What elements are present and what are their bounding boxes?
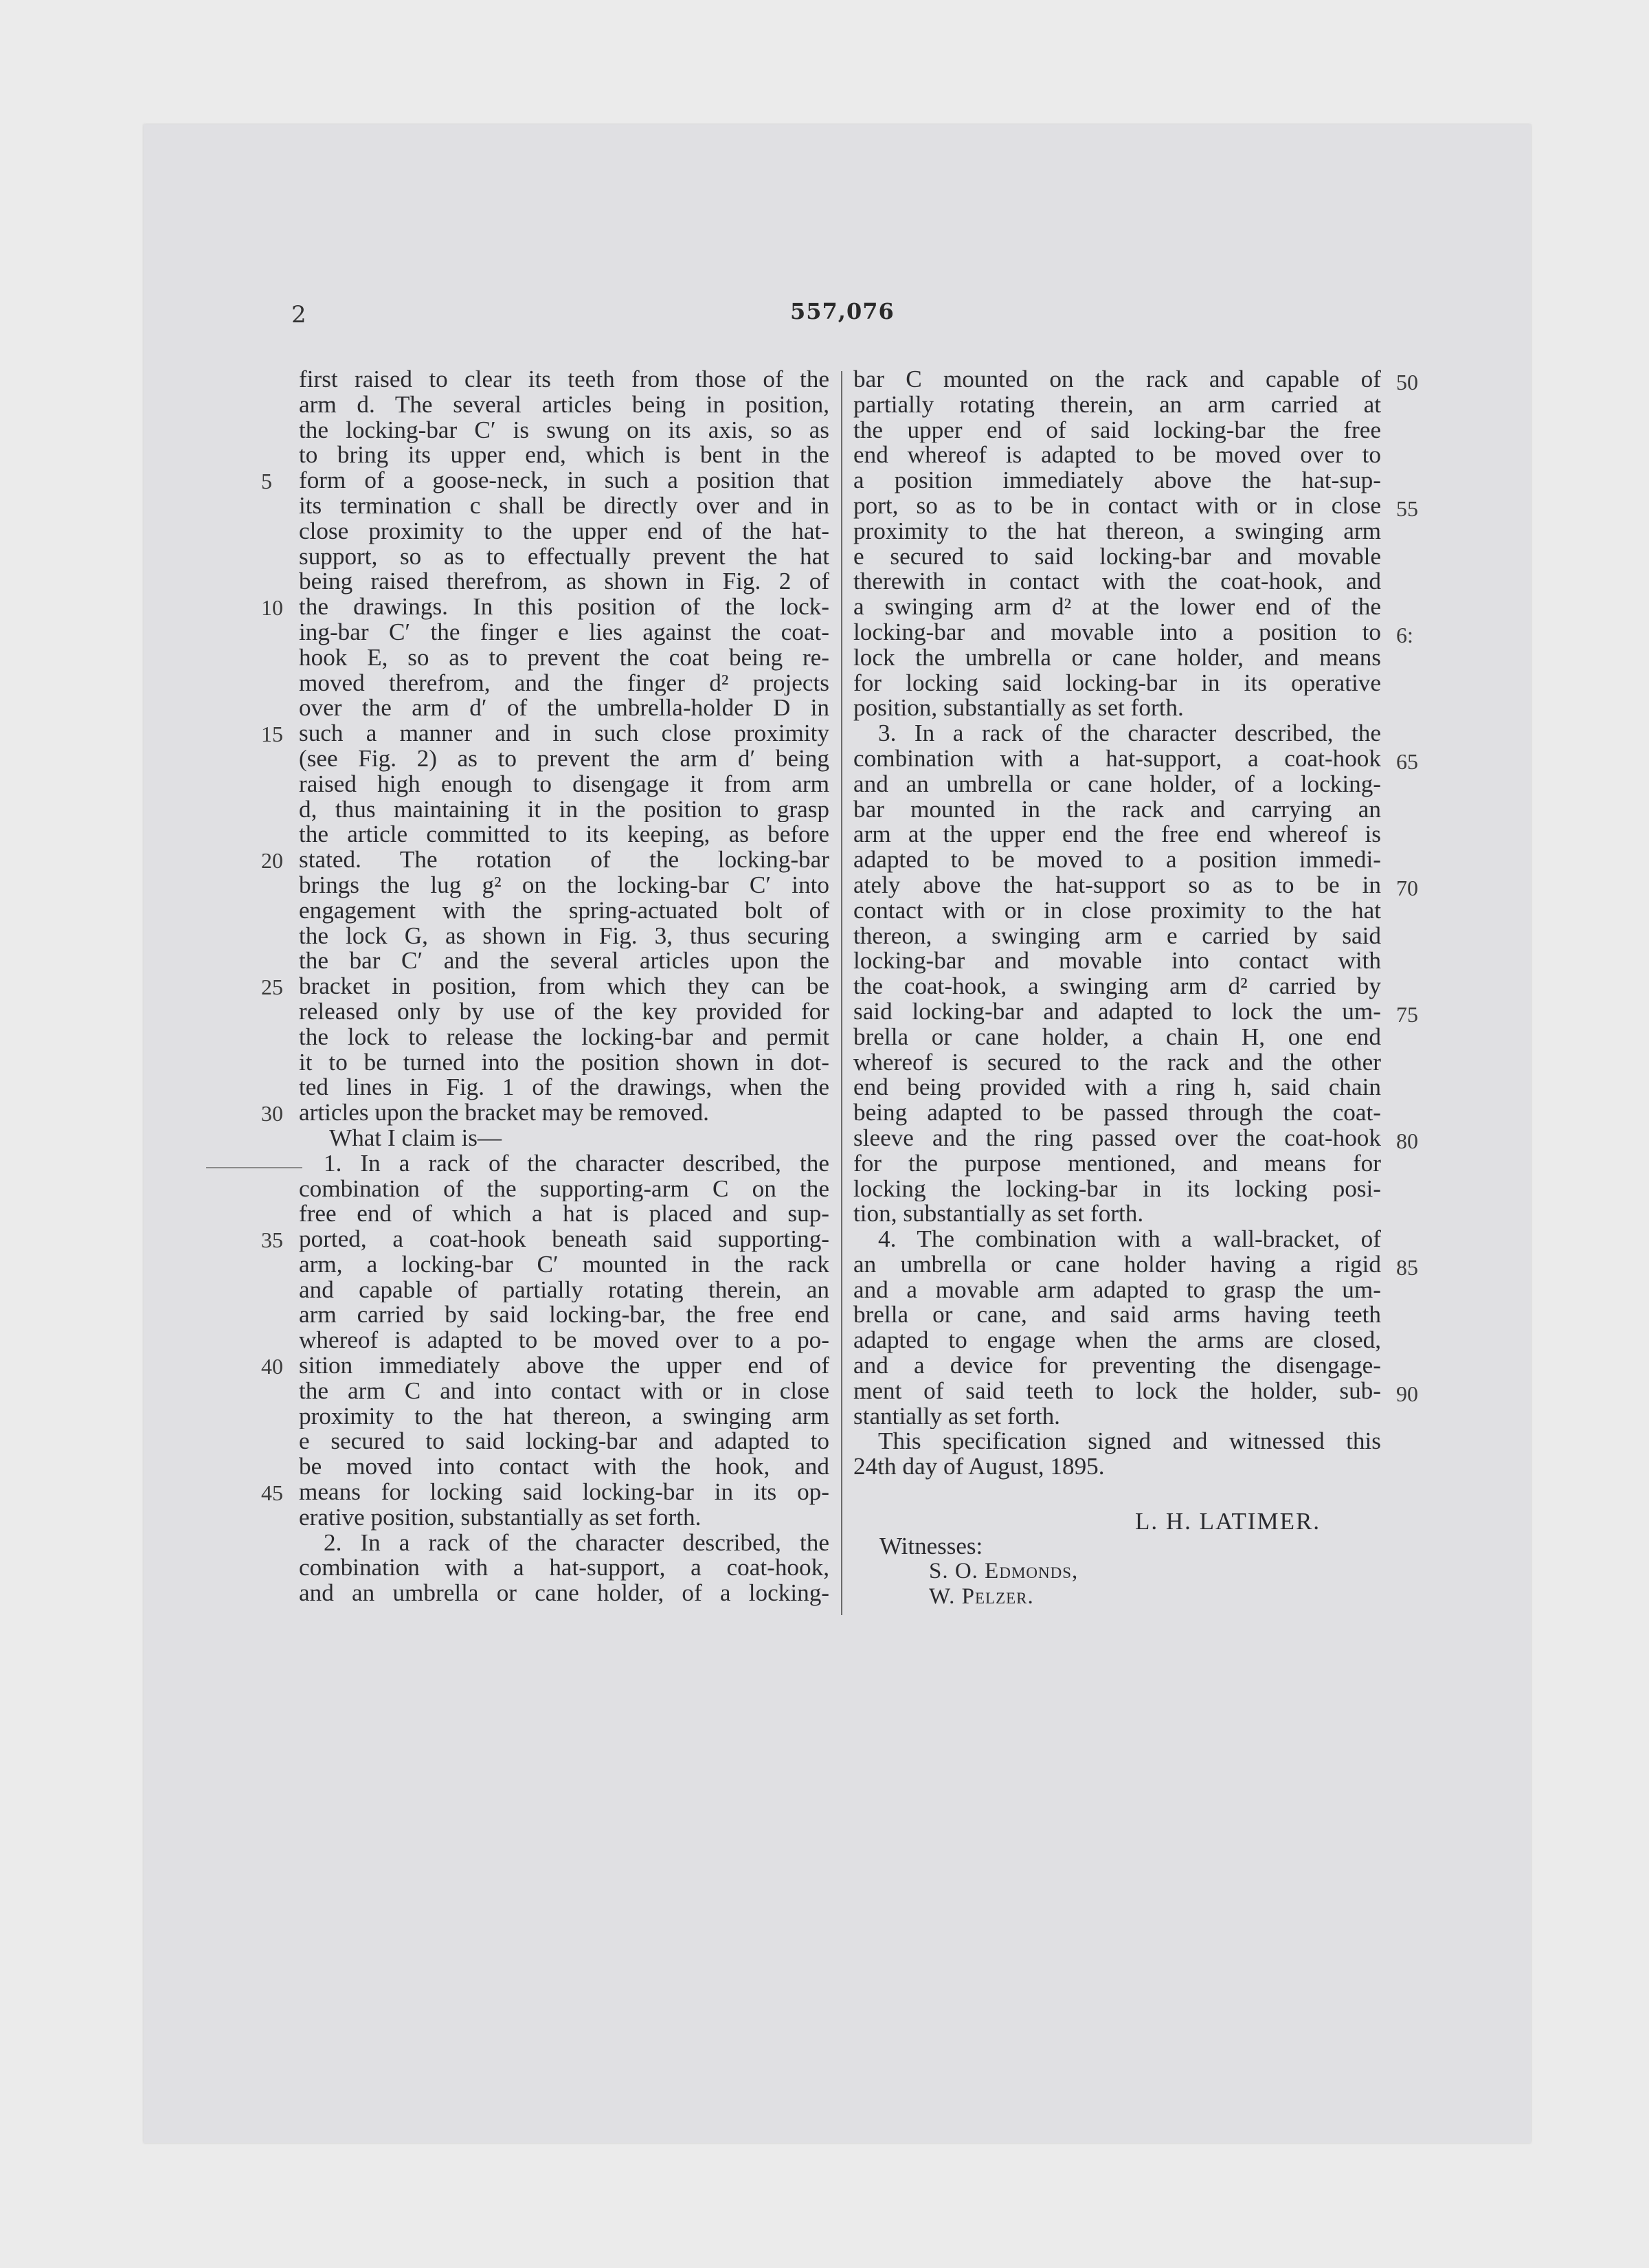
- text-line: whereof is adapted to be moved over to a po-: [299, 1328, 829, 1354]
- witnesses-label: Witnesses:: [879, 1533, 983, 1559]
- text-line: combination of the supporting-arm C on the: [299, 1176, 829, 1202]
- text-line: for locking said locking-bar in its operative: [853, 670, 1381, 696]
- text-line: hook E, so as to prevent the coat being re-: [299, 645, 829, 671]
- text-line: the bar C′ and the several articles upon the: [299, 948, 829, 975]
- text-line: be moved into contact with the hook, and: [299, 1454, 829, 1480]
- text-line: adapted to engage when the arms are closed,: [853, 1328, 1381, 1354]
- line-number: 30: [261, 1101, 283, 1126]
- line-number: 45: [261, 1480, 283, 1505]
- text-line: stated. The rotation of the locking-bar: [299, 847, 829, 873]
- text-line: sleeve and the ring passed over the coat-hook: [853, 1125, 1381, 1151]
- line-number: 85: [1396, 1255, 1418, 1280]
- text-line: stantially as set forth.: [853, 1403, 1060, 1430]
- text-line: the coat-hook, a swinging arm d² carried by: [853, 974, 1381, 999]
- line-number: 75: [1396, 1002, 1418, 1027]
- witness-name: W. Pelzer.: [929, 1584, 1034, 1609]
- text-line: 2. In a rack of the character described, the: [324, 1530, 829, 1556]
- text-line: (see Fig. 2) as to prevent the arm d′ being: [299, 746, 829, 772]
- text-line: the article committed to its keeping, as before: [299, 822, 829, 848]
- inventor-signature: L. H. LATIMER.: [1135, 1508, 1321, 1535]
- line-number: 80: [1396, 1129, 1418, 1153]
- text-line: locking the locking-bar in its locking posi-: [853, 1176, 1381, 1202]
- text-line: brella or cane, and said arms having teeth: [853, 1302, 1381, 1328]
- text-line: close proximity to the upper end of the hat-: [299, 518, 829, 544]
- text-line: bracket in position, from which they can be: [299, 974, 829, 999]
- text-line: 1. In a rack of the character described, the: [324, 1150, 829, 1177]
- text-line: brings the lug g² on the locking-bar C′ into: [299, 872, 829, 898]
- text-line: the drawings. In this position of the lock-: [299, 594, 829, 620]
- text-line: combination with a hat-support, a coat-hook,: [299, 1555, 829, 1581]
- text-line: over the arm d′ of the umbrella-holder D in: [299, 696, 829, 722]
- text-line: to bring its upper end, which is bent in the: [299, 443, 829, 469]
- text-line: sition immediately above the upper end of: [299, 1353, 829, 1379]
- text-line: released only by use of the key provided for: [299, 999, 829, 1025]
- text-line: contact with or in close proximity to the hat: [853, 898, 1381, 924]
- text-line: and capable of partially rotating therein, an: [299, 1277, 829, 1303]
- text-line: its termination c shall be directly over and in: [299, 493, 829, 519]
- text-line: combination with a hat-support, a coat-hook: [853, 746, 1381, 772]
- text-line: and a movable arm adapted to grasp the um-: [853, 1277, 1381, 1303]
- text-line: said locking-bar and adapted to lock the um-: [853, 999, 1381, 1025]
- text-line: articles upon the bracket may be removed.: [299, 1100, 709, 1126]
- text-line: proximity to the hat thereon, a swinging arm: [853, 518, 1381, 544]
- text-line: ment of said teeth to lock the holder, sub-: [853, 1378, 1381, 1404]
- text-line: position, substantially as set forth.: [853, 696, 1184, 722]
- text-line: first raised to clear its teeth from those of the: [299, 367, 829, 392]
- text-line: proximity to the hat thereon, a swinging arm: [299, 1403, 829, 1430]
- text-line: a swinging arm d² at the lower end of the: [853, 594, 1381, 620]
- text-line: engagement with the spring-actuated bolt of: [299, 898, 829, 924]
- line-number: 5: [261, 469, 272, 493]
- text-line: the arm C and into contact with or in close: [299, 1378, 829, 1404]
- line-number: 6:: [1396, 623, 1413, 647]
- text-line: e secured to said locking-bar and adapted to: [299, 1429, 829, 1455]
- text-line: port, so as to be in contact with or in close: [853, 493, 1381, 519]
- text-line: end being provided with a ring h, said chain: [853, 1075, 1381, 1101]
- line-number: 20: [261, 848, 283, 873]
- text-line: 3. In a rack of the character described, the: [878, 721, 1381, 746]
- text-line: locking-bar and movable into a position to: [853, 619, 1381, 645]
- line-number: 55: [1396, 496, 1418, 521]
- text-line: end whereof is adapted to be moved over to: [853, 443, 1381, 469]
- text-line: free end of which a hat is placed and sup-: [299, 1201, 829, 1227]
- text-line: adapted to be moved to a position immedi-: [853, 847, 1381, 873]
- text-line: a position immediately above the hat-sup-: [853, 468, 1381, 493]
- text-line: arm, a locking-bar C′ mounted in the rack: [299, 1252, 829, 1278]
- line-number: 10: [261, 595, 283, 620]
- text-line: support, so as to effectually prevent the hat: [299, 544, 829, 570]
- right-text-column: [853, 367, 1381, 1480]
- text-line: locking-bar and movable into contact with: [853, 948, 1381, 975]
- text-line: partially rotating therein, an arm carried at: [853, 392, 1381, 418]
- text-line: ately above the hat-support so as to be in: [853, 872, 1381, 898]
- text-line: and an umbrella or cane holder, of a locking-: [853, 771, 1381, 797]
- text-line: for the purpose mentioned, and means for: [853, 1150, 1381, 1177]
- text-line: the locking-bar C′ is swung on its axis, so as: [299, 417, 829, 443]
- text-line: arm at the upper end the free end whereof is: [853, 822, 1381, 848]
- text-line: brella or cane holder, a chain H, one end: [853, 1024, 1381, 1050]
- text-line: thereon, a swinging arm e carried by said: [853, 923, 1381, 949]
- text-line: 4. The combination with a wall-bracket, of: [878, 1227, 1381, 1252]
- text-line: ported, a coat-hook beneath said supporting-: [299, 1227, 829, 1252]
- text-line: arm d. The several articles being in position,: [299, 392, 829, 418]
- text-line: the lock to release the locking-bar and permit: [299, 1024, 829, 1050]
- page-number: 2: [291, 301, 306, 329]
- margin-rule: [206, 1167, 302, 1168]
- text-line: and a device for preventing the disengage-: [853, 1353, 1381, 1379]
- text-line: ing-bar C′ the finger e lies against the coat-: [299, 619, 829, 645]
- text-line: it to be turned into the position shown in dot-: [299, 1049, 829, 1076]
- text-line: bar mounted in the rack and carrying an: [853, 797, 1381, 823]
- text-line: therewith in contact with the coat-hook, and: [853, 569, 1381, 595]
- text-line: whereof is secured to the rack and the other: [853, 1049, 1381, 1076]
- text-line: What I claim is—: [329, 1125, 502, 1151]
- text-line: such a manner and in such close proximity: [299, 721, 829, 746]
- patent-number: 557,076: [790, 298, 895, 324]
- text-line: means for locking said locking-bar in its op-: [299, 1480, 829, 1505]
- text-line: and an umbrella or cane holder, of a locking-: [299, 1581, 829, 1607]
- text-line: arm carried by said locking-bar, the free end: [299, 1302, 829, 1328]
- line-number: 40: [261, 1354, 283, 1379]
- text-line: being adapted to be passed through the coat-: [853, 1100, 1381, 1126]
- witness-name: S. O. Edmonds,: [929, 1559, 1079, 1583]
- text-line: being raised therefrom, as shown in Fig. 2 of: [299, 569, 829, 595]
- text-line: moved therefrom, and the finger d² projects: [299, 670, 829, 696]
- text-line: form of a goose-neck, in such a position that: [299, 468, 829, 493]
- text-line: an umbrella or cane holder having a rigid: [853, 1252, 1381, 1278]
- text-line: the lock G, as shown in Fig. 3, thus securing: [299, 923, 829, 949]
- column-divider: [841, 371, 842, 1615]
- text-line: bar C mounted on the rack and capable of: [853, 367, 1381, 392]
- line-number: 70: [1396, 876, 1418, 900]
- left-text-column: [299, 367, 829, 1606]
- text-line: erative position, substantially as set forth.: [299, 1504, 702, 1531]
- text-line: This specification signed and witnessed this: [878, 1429, 1381, 1455]
- text-line: tion, substantially as set forth.: [853, 1201, 1144, 1227]
- line-number: 65: [1396, 749, 1418, 774]
- line-number: 25: [261, 975, 283, 999]
- text-line: e secured to said locking-bar and movable: [853, 544, 1381, 570]
- text-line: lock the umbrella or cane holder, and means: [853, 645, 1381, 671]
- line-number: 90: [1396, 1381, 1418, 1406]
- line-number: 35: [261, 1227, 283, 1252]
- line-number: 15: [261, 722, 283, 746]
- text-line: d, thus maintaining it in the position to grasp: [299, 797, 829, 823]
- text-line: raised high enough to disengage it from arm: [299, 771, 829, 797]
- line-number: 50: [1396, 370, 1418, 394]
- text-line: ted lines in Fig. 1 of the drawings, when the: [299, 1075, 829, 1101]
- text-line: the upper end of said locking-bar the free: [853, 417, 1381, 443]
- text-line: 24th day of August, 1895.: [853, 1454, 1105, 1480]
